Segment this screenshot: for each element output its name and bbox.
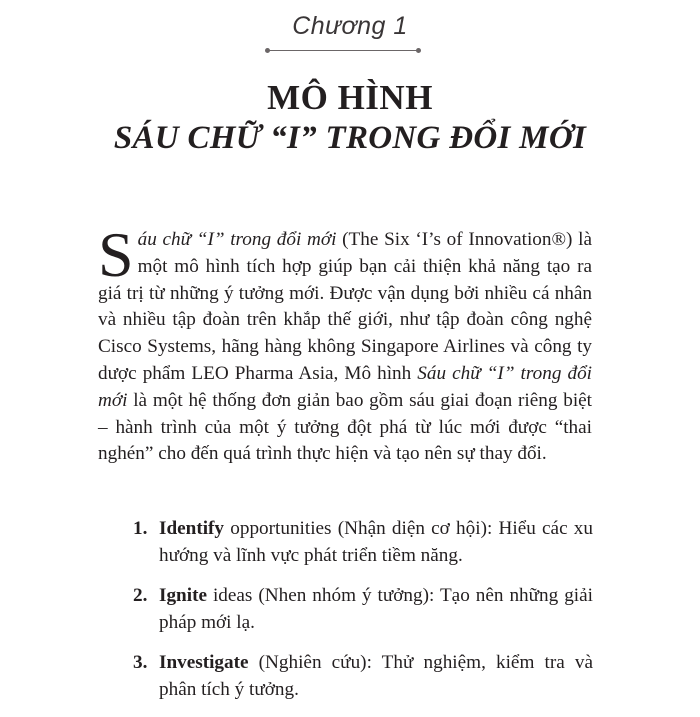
list-item-number: 1. xyxy=(133,518,148,539)
list-item xyxy=(133,650,593,703)
chapter-divider xyxy=(268,50,418,51)
intro-text-part-1: (The Six ‘I’s of Innovation®) là một mô hình tích hợp giúp bạn cải thiện khả năng tạo ra giá trị từ những ý tưởng mới. Được vận dụng bởi nhiều cá nhân và nhiều tập đoàn trên khắp thế giới, như tập đoàn công nghệ Cisco Systems, hãng hàng không Singapore Airlines và công ty dược phẩm LEO Pharma Asia, Mô hình xyxy=(98,229,592,384)
list-item xyxy=(133,583,593,636)
intro-paragraph xyxy=(98,219,592,468)
list-item-term: Investigate xyxy=(159,652,249,673)
list-item-number: 2. xyxy=(133,585,148,606)
list-item-term: Ignite xyxy=(159,585,207,606)
list-item-number: 3. xyxy=(133,652,148,673)
chapter-title-line-2: SÁU CHỮ “I” TRONG ĐỔI MỚI xyxy=(113,120,587,156)
intro-italic-lead: áu chữ “I” trong đổi mới xyxy=(137,229,337,250)
drop-cap: S xyxy=(98,219,134,290)
list-item-text: opportunities (Nhận diện cơ hội): Hiểu các xu hướng và lĩnh vực phát triển tiềm năng. xyxy=(159,518,593,566)
chapter-title-line-1: MÔ HÌNH xyxy=(267,78,433,117)
list-item xyxy=(133,516,593,569)
steps-list xyxy=(133,516,593,717)
list-item-term: Identify xyxy=(159,518,225,539)
intro-italic-model-name: Sáu chữ “I” trong đổi mới xyxy=(98,362,592,411)
chapter-label: Chương 1 xyxy=(292,12,408,40)
intro-text-part-2: là một hệ thống đơn giản bao gồm sáu giai đoạn riêng biệt – hành trình của một ý tưởng đột phá từ lúc mới được “thai nghén” cho đến quá trình thực hiện và tạo nên sự thay đổi. xyxy=(98,389,592,465)
list-item-text: (Nghiên cứu): Thử nghiệm, kiểm tra và phân tích ý tưởng. xyxy=(159,652,593,700)
list-item-text: ideas (Nhen nhóm ý tưởng): Tạo nên những giải pháp mới lạ. xyxy=(159,585,593,633)
